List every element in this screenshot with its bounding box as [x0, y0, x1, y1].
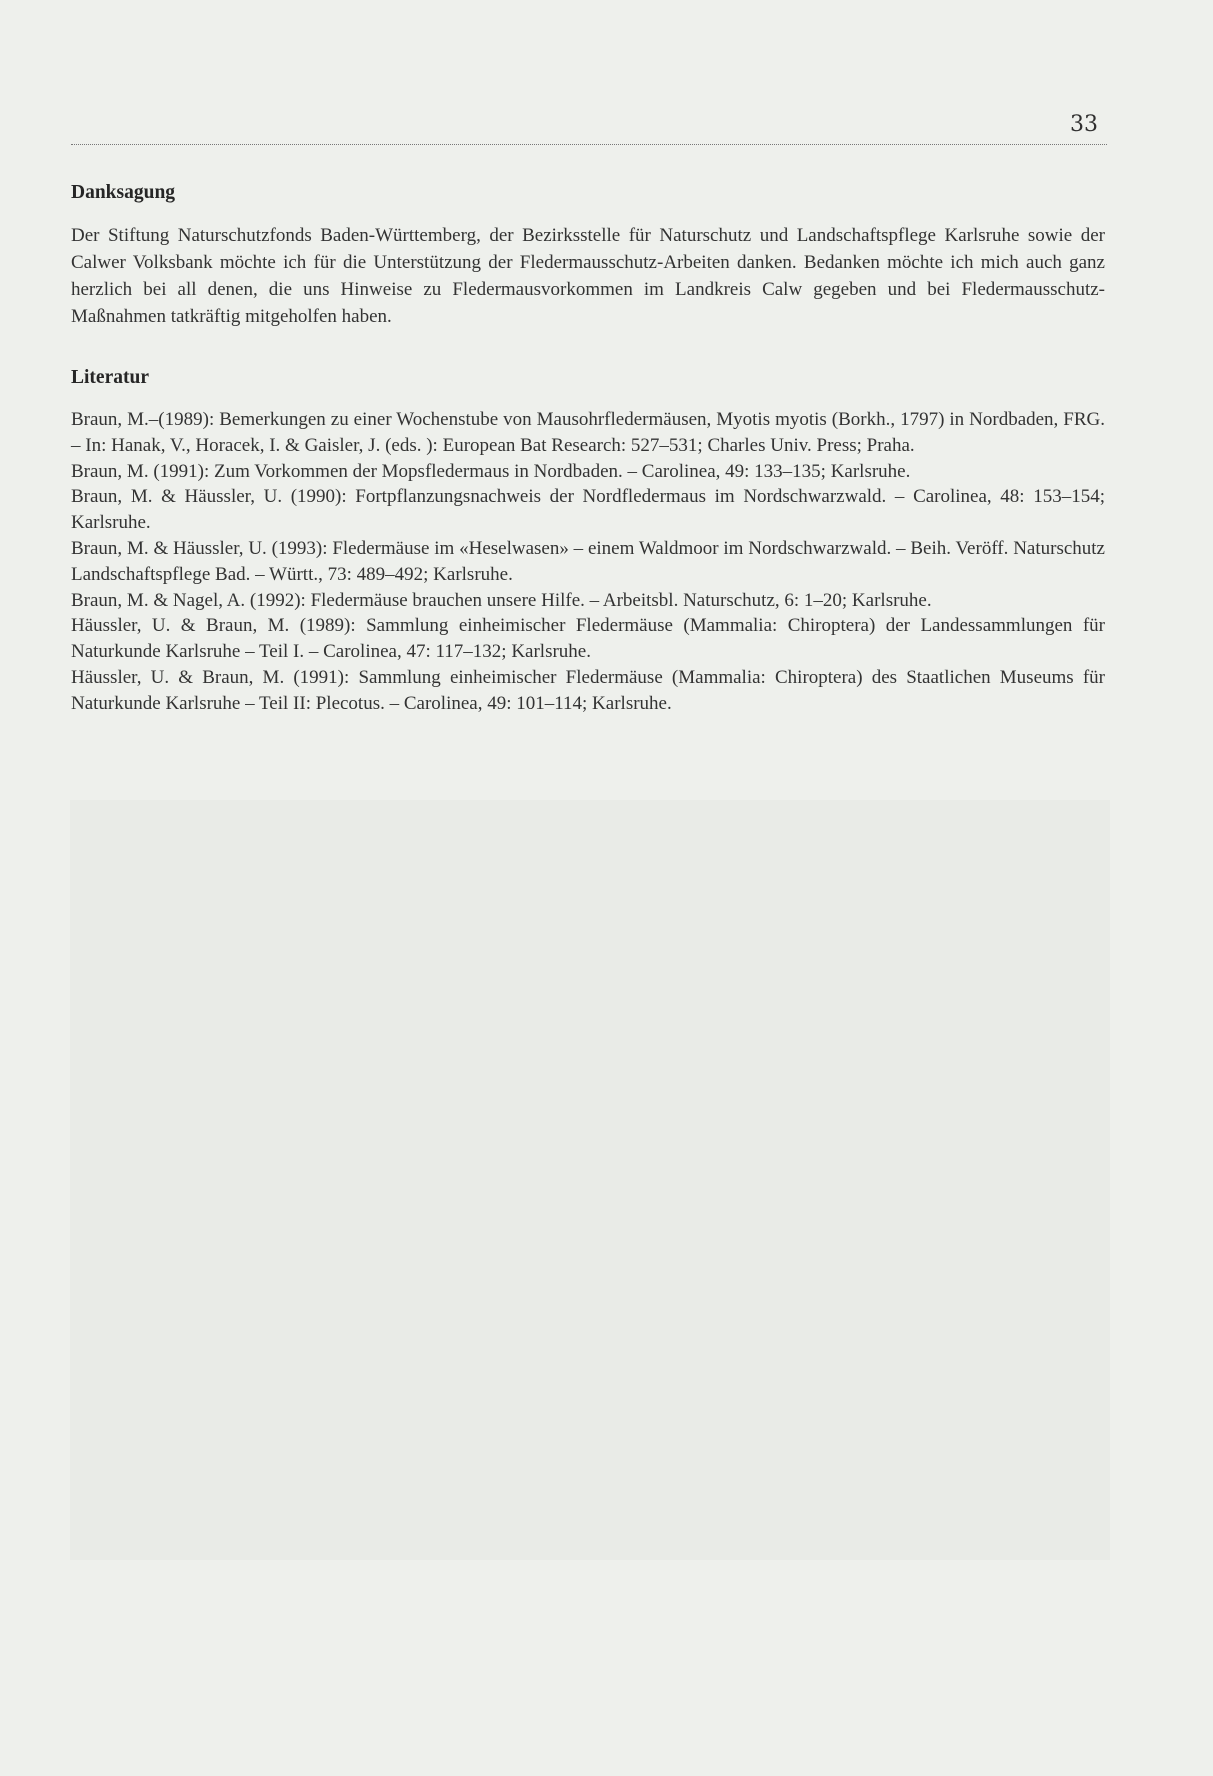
reference-item: Braun, M. (1991): Zum Vorkommen der Mopsfledermaus in Nordbaden. – Carolinea, 49: 133–135; Karlsruhe. [71, 460, 911, 482]
page-content [71, 178, 1105, 717]
acknowledgement-section [71, 178, 1105, 330]
acknowledgement-text: Der Stiftung Naturschutzfonds Baden-Württemberg, der Bezirksstelle für Naturschutz und Landschaftspflege Karlsruhe sowie der Calwer Volksbank möchte ich für die Unterstützung der Fledermausschutz-Arbeiten danken. Bedanken möchte ich mich auch ganz herzlich bei all denen, die uns Hinweise zu Fledermausvorkommen im Landkreis Calw gegeben und bei Fledermausschutz-Maßnahmen tatkräftig mitgeholfen haben. [71, 225, 1105, 327]
reference-item: Braun, M. & Nagel, A. (1992): Fledermäuse brauchen unsere Hilfe. – Arbeitsbl. Naturschutz, 6: 1–20; Karlsruhe. [71, 589, 932, 611]
reference-item: Häussler, U. & Braun, M. (1989): Sammlung einheimischer Fledermäuse (Mammalia: Chiroptera) der Landessammlungen für Naturkunde Karlsruhe – Teil I. – Carolinea, 47: 117–132; Karlsruhe. [71, 615, 1105, 663]
literature-heading: Literatur [71, 367, 149, 388]
acknowledgement-heading: Danksagung [71, 182, 176, 203]
reference-list [71, 407, 1105, 717]
reference-item: Braun, M. & Häussler, U. (1993): Fledermäuse im «Heselwasen» – einem Waldmoor im Nordschwarzwald. – Beih. Veröff. Naturschutz Landschaftspflege Bad. – Württ., 73: 489–492; Karlsruhe. [71, 537, 1105, 585]
literature-section [71, 363, 1105, 717]
reference-item: Braun, M. & Häussler, U. (1990): Fortpflanzungsnachweis der Nordfledermaus im Nordschwarzwald. – Carolinea, 48: 153–154; Karlsruhe. [71, 486, 1105, 534]
reference-item: Häussler, U. & Braun, M. (1991): Sammlung einheimischer Fledermäuse (Mammalia: Chiroptera) des Staatlichen Museums für Naturkunde Karlsruhe – Teil II: Plecotus. – Carolinea, 49: 101–114; Karlsruhe. [71, 666, 1105, 714]
header-rule [71, 144, 1107, 145]
page-number: 33 [1070, 112, 1098, 137]
reference-item: Braun, M.–(1989): Bemerkungen zu einer Wochenstube von Mausohrfledermäusen, Myotis myotis (Borkh., 1797) in Nordbaden, FRG. – In: Hanak, V., Horacek, I. & Gaisler, J. (eds. ): European Bat Research: 527–531; Charles Univ. Press; Praha. [71, 409, 1105, 456]
paper-shade [70, 800, 1110, 1560]
